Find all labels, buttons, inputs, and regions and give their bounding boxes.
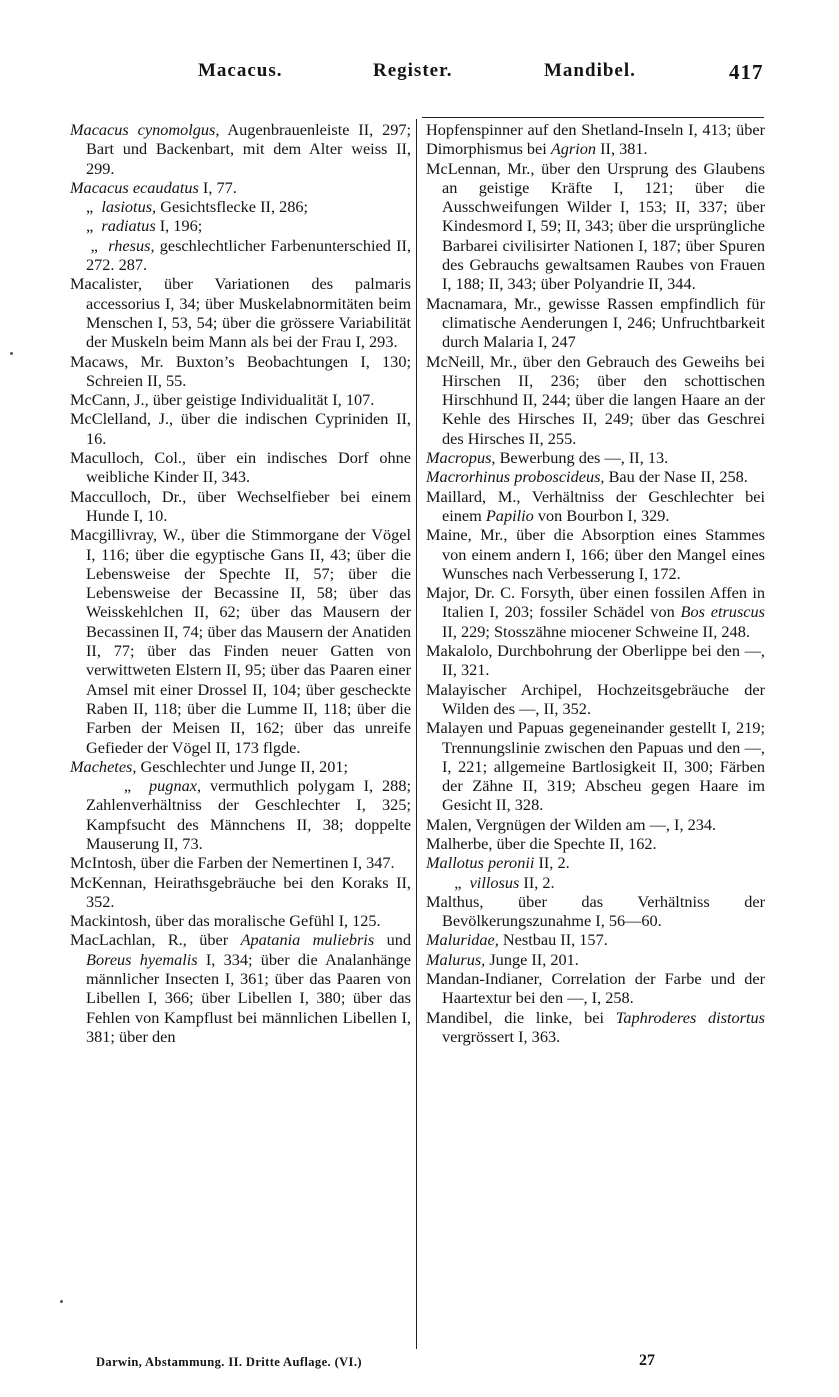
index-entry: McNeill, Mr., über den Gebrauch des Geweihs bei Hirschen II, 236; über den schottischen Hirschhund II, 244; über die langen Haare an der Kehle des Hirsches II, 249; über das Geschrei des Hirsches II, 255. (426, 351, 765, 448)
index-entry: Mandan-Indianer, Correlation der Farbe und der Haartextur bei den —, I, 258. (426, 969, 765, 1008)
page-footer (96, 1352, 716, 1374)
index-entry: Maculloch, Col., über ein indisches Dorf ohne weibliche Kinder II, 343. (70, 448, 411, 487)
index-entry: Mallotus peronii II, 2. (426, 853, 570, 873)
index-entry: Maine, Mr., über die Absorption eines Stammes von einem andern I, 166; über den Mangel eines Wunsches nach Verbesserung I, 172. (426, 525, 765, 583)
top-rule (422, 117, 764, 118)
print-speck (10, 352, 13, 355)
header-section-title: Register. (373, 60, 453, 81)
right-column (426, 120, 765, 1046)
index-entry: Malayischer Archipel, Hochzeitsgebräuche der Wilden des —, II, 352. (426, 679, 765, 718)
index-entry: Macgillivray, W., über die Stimmorgane der Vögel I, 116; über die egyptische Gans II, 43; über die Lebensweise der Spechte II, 57; über die Lebensweise der Becassine II, 58; über das Weisskehlchen II, 62; über das Mausern der Becassinen II, 74; über das Mausern der Anatiden II, 77; über das Finden neuer Gatten von verwittweten Elstern II, 95; über das Paaren einer Amsel mit einer Drossel II, 104; über gescheckte Raben II, 118; über die Lumme II, 118; über die Farben der Meisen II, 162; über das unreife Gefieder der Vögel II, 173 flgde. (70, 525, 411, 757)
index-entry: MacLachlan, R., über Apatania muliebris und Boreus hyemalis I, 334; über die Analanhänge männlicher Insecten I, 361; über das Paaren von Libellen I, 366; über Libellen I, 380; über das Fehlen von Kampflust bei männlichen Libellen I, 381; über den (70, 930, 411, 1046)
index-entry: McIntosh, über die Farben der Nemertinen I, 347. (70, 853, 395, 873)
index-entry: „ villosus II, 2. (442, 872, 555, 892)
index-entry: Major, Dr. C. Forsyth, über einen fossilen Affen in Italien I, 203; fossiler Schädel von Bos etruscus II, 229; Stosszähne miocener Schweine II, 248. (426, 583, 765, 641)
index-entry: Makalolo, Durchbohrung der Oberlippe bei den —, II, 321. (426, 641, 765, 680)
left-column (70, 120, 411, 1046)
index-entry: Malurus, Junge II, 201. (426, 949, 579, 969)
index-entry: „ pugnax, vermuthlich polygam I, 288; Zahlenverhältniss der Geschlechter I, 325; Kampfsucht des Männchens II, 38; doppelte Mauserung II, 73. (70, 776, 411, 853)
index-entry: Macculloch, Dr., über Wechselfieber bei einem Hunde I, 10. (70, 486, 411, 525)
index-entry: Macacus ecaudatus I, 77. (70, 177, 237, 197)
index-entry: McKennan, Heirathsgebräuche bei den Koraks II, 352. (70, 872, 411, 911)
index-entry: McCann, J., über geistige Individualität I, 107. (70, 390, 375, 410)
column-divider (416, 119, 417, 1349)
index-entry: Malen, Vergnügen der Wilden am —, I, 234. (426, 814, 717, 834)
index-entry: Malayen und Papuas gegeneinander gestellt I, 219; Trennungslinie zwischen den Papuas und den —, I, 221; allgemeine Bartlosigkeit II, 300; Färben der Zähne II, 319; Abscheu gegen Haare im Gesicht II, 328. (426, 718, 765, 815)
index-entry: McLennan, Mr., über den Ursprung des Glaubens an geistige Kräfte I, 121; über die Ausschweifungen Wilder I, 153; II, 337; über Kindesmord I, 59; II, 343; über die ursprüngliche Barbarei civilisirter Nationen I, 187; über Spuren des Gebrauchs gewaltsamen Raubes von Frauen I, 188; II, 343; über Polyandrie II, 344. (426, 158, 765, 294)
footer-sheet-number: 27 (639, 1352, 655, 1369)
index-entry: „ rhesus, geschlechtlicher Farbenunterschied II, 272. 287. (70, 235, 411, 275)
index-entry: McClelland, J., über die indischen Cypriniden II, 16. (70, 409, 411, 448)
index-entry: Malthus, über das Verhältniss der Bevölkerungszunahme I, 56—60. (426, 891, 765, 931)
running-header (70, 60, 770, 88)
footer-signature: Darwin, Abstammung. II. Dritte Auflage. (VI.) (96, 1355, 362, 1369)
index-entry: Machetes, Geschlechter und Junge II, 201; (70, 756, 349, 776)
index-entry: Macropus, Bewerbung des —, II, 13. (426, 448, 669, 468)
index-entry: Mackintosh, über das moralische Gefühl I, 125. (70, 911, 381, 931)
header-right-keyword: Mandibel. (544, 60, 636, 81)
index-entry: Macalister, über Variationen des palmaris accessorius I, 34; über Muskelabnormitäten beim Menschen I, 53, 54; über die grössere Variabilität der Muskeln beim Mann als bei der Frau I, 293. (70, 274, 411, 352)
index-entry: Maillard, M., Verhältniss der Geschlechter bei einem Papilio von Bourbon I, 329. (426, 486, 765, 525)
header-left-keyword: Macacus. (198, 60, 283, 81)
index-entry: „ radiatus I, 196; (86, 216, 203, 236)
index-entry: Hopfenspinner auf den Shetland-Inseln I, 413; über Dimorphismus bei Agrion II, 381. (426, 120, 765, 159)
index-entry: Malherbe, über die Spechte II, 162. (426, 833, 657, 853)
index-entry: Macacus cynomolgus, Augenbrauenleiste II, 297; Bart und Backenbart, mit dem Alter weiss II, 299. (70, 120, 412, 178)
index-entry: „ lasiotus, Gesichtsflecke II, 286; (86, 197, 309, 217)
index-entry: Macnamara, Mr., gewisse Rassen empfindlich für climatische Aenderungen I, 246; Unfruchtbarkeit durch Malaria I, 247 (426, 293, 765, 352)
index-entry: Macrorhinus proboscideus, Bau der Nase II, 258. (426, 467, 748, 487)
index-entry: Maluridae, Nestbau II, 157. (426, 930, 608, 950)
page-number: 417 (729, 60, 764, 84)
index-entry: Mandibel, die linke, bei Taphroderes distortus vergrössert I, 363. (426, 1007, 766, 1046)
print-speck (60, 1300, 63, 1303)
index-entry: Macaws, Mr. Buxton’s Beobachtungen I, 130; Schreien II, 55. (70, 351, 411, 390)
